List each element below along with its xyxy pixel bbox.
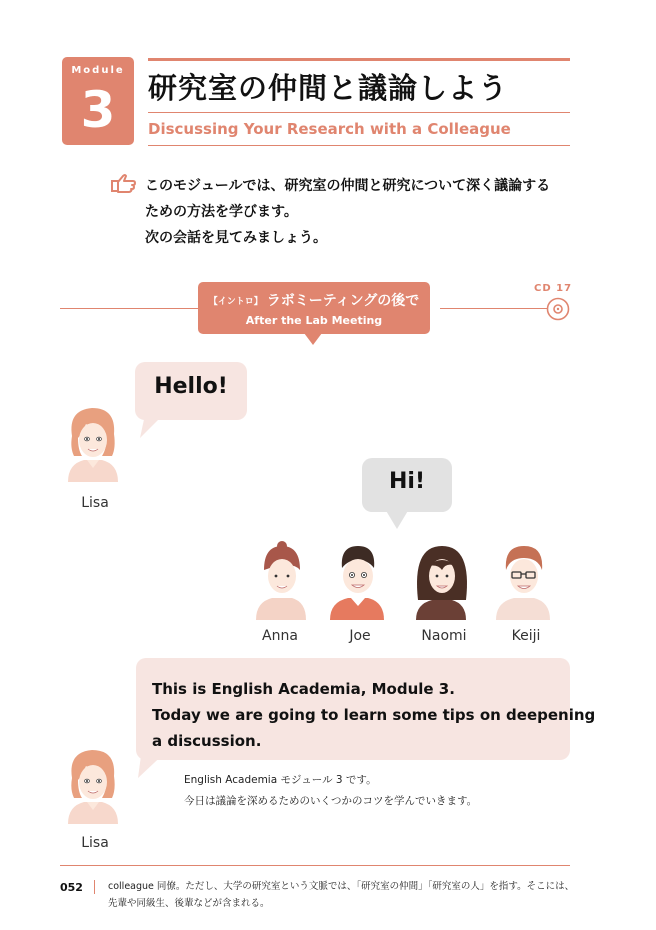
main-dialogue-text — [152, 676, 596, 754]
hello-text: Hello! — [154, 374, 228, 399]
anna-illustration — [246, 540, 316, 620]
footnote-line: 先輩や同級生、後輩などが含まれる。 — [108, 898, 270, 909]
cd-track-label: CD 17 — [534, 283, 573, 294]
person-name-naomi: Naomi — [421, 628, 467, 644]
module-title-ja: 研究室の仲間と議論しよう — [148, 71, 509, 105]
lisa-illustration — [58, 402, 128, 482]
banner-line-left — [60, 308, 198, 309]
section-title-ja: ラボミーティングの後で — [266, 293, 420, 309]
japanese-translation — [184, 770, 477, 812]
joe-illustration — [322, 540, 392, 620]
lisa-illustration — [58, 744, 128, 824]
person-name-anna: Anna — [262, 628, 298, 644]
section-tag: 【イントロ】 — [208, 297, 263, 307]
intro-line: 次の会話を見てみましょう。 — [145, 230, 327, 246]
intro-line: このモジュールでは、研究室の仲間と研究について深く議論する — [145, 178, 551, 194]
title-rule-mid — [148, 112, 570, 113]
hi-bubble-tail — [385, 509, 409, 529]
section-banner — [198, 282, 430, 334]
naomi-illustration — [406, 540, 476, 620]
page-number: 052 — [60, 881, 83, 894]
title-rule-top — [148, 58, 570, 61]
dialogue-line: Today we are going to learn some tips on deepening — [152, 706, 596, 724]
banner-pointer — [304, 333, 322, 345]
footnote-line: colleague 同僚。ただし、大学の研究室という文脈では、「研究室の仲間」「研究室の人」を指す。そこには、 — [108, 881, 575, 892]
person-name-lisa: Lisa — [81, 495, 109, 511]
banner-line-right — [440, 308, 548, 309]
intro-text — [145, 173, 585, 251]
translation-line: English Academia モジュール 3 です。 — [184, 774, 377, 786]
person-name-lisa: Lisa — [81, 835, 109, 851]
module-badge — [62, 57, 134, 145]
footnote — [108, 878, 578, 912]
pointing-hand-icon — [110, 173, 136, 195]
translation-line: 今日は議論を深めるためのいくつかのコツを学んでいきます。 — [184, 795, 478, 807]
section-title-en: After the Lab Meeting — [245, 314, 383, 327]
footer-separator — [94, 880, 95, 894]
dialogue-line: a discussion. — [152, 732, 262, 750]
module-word: Module — [71, 65, 125, 76]
hi-text: Hi! — [389, 469, 425, 494]
intro-line: ための方法を学びます。 — [145, 204, 298, 220]
title-rule-bottom — [148, 145, 570, 146]
person-name-keiji: Keiji — [511, 628, 541, 644]
hello-bubble-tail — [138, 410, 178, 440]
module-number: 3 — [80, 81, 116, 139]
cd-icon[interactable] — [546, 297, 570, 321]
footer-rule — [60, 865, 570, 866]
dialogue-line: This is English Academia, Module 3. — [152, 680, 455, 698]
keiji-illustration — [488, 540, 558, 620]
module-title-en: Discussing Your Research with a Colleague — [148, 120, 511, 138]
person-name-joe: Joe — [349, 628, 371, 644]
